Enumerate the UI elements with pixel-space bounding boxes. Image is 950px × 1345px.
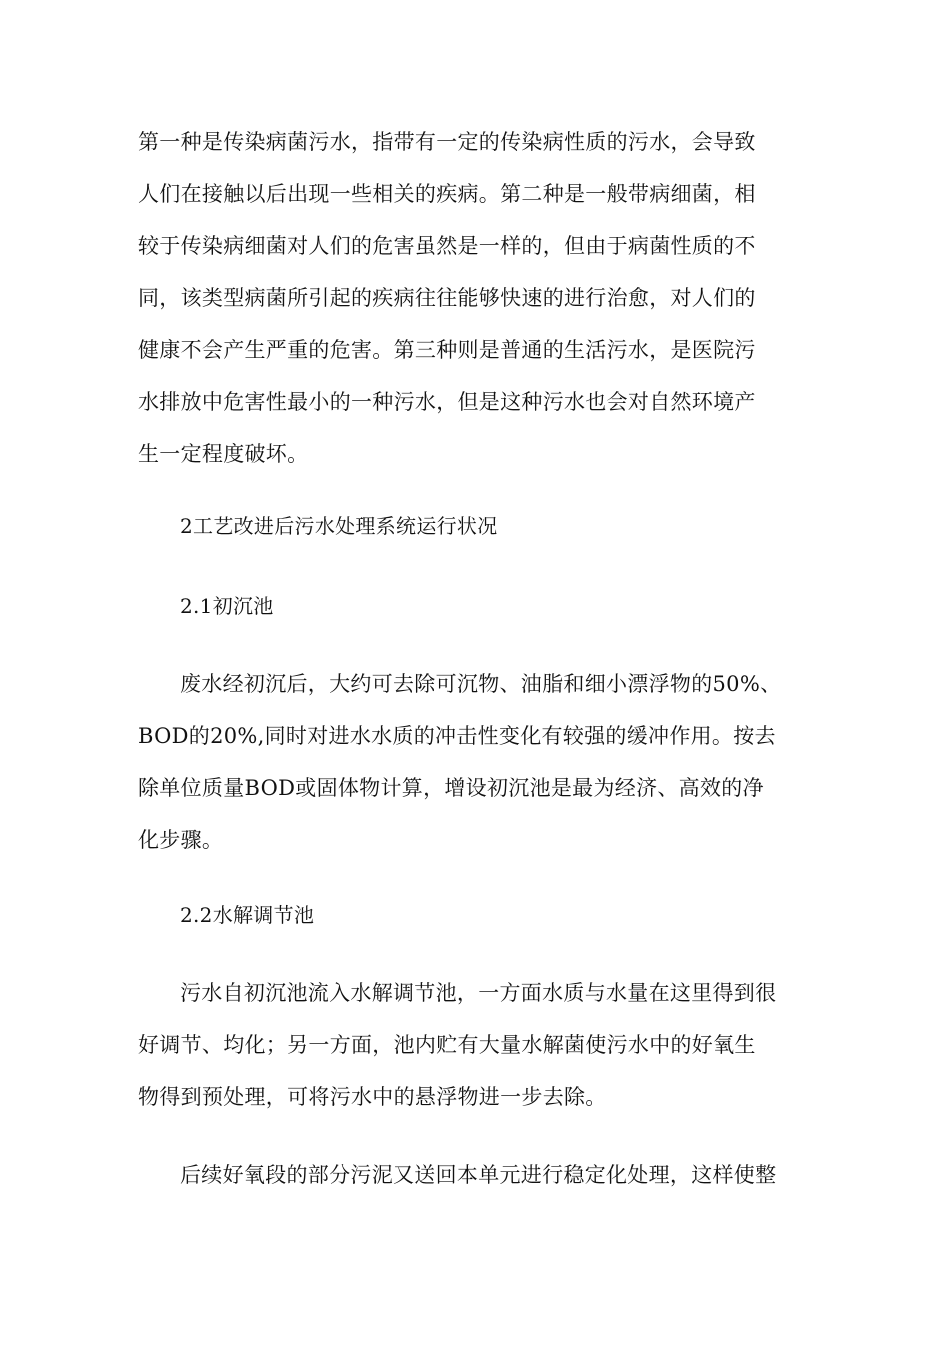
paragraph-line: 较于传染病细菌对人们的危害虽然是一样的，但由于病菌性质的不 bbox=[138, 234, 756, 258]
paragraph-2-1 bbox=[138, 658, 798, 866]
paragraph-line: 同，该类型病菌所引起的疾病往往能够快速的进行治愈，对人们的 bbox=[138, 286, 756, 310]
section-heading-2 bbox=[138, 500, 798, 552]
paragraph-line: 健康不会产生严重的危害。第三种则是普通的生活污水，是医院污 bbox=[138, 338, 756, 362]
paragraph-final bbox=[138, 1149, 798, 1201]
paragraph-2-2 bbox=[138, 967, 798, 1123]
paragraph-intro bbox=[138, 116, 798, 480]
section-heading-2-1 bbox=[138, 580, 798, 632]
paragraph-line: 污水自初沉池流入水解调节池，一方面水质与水量在这里得到很 bbox=[180, 981, 777, 1005]
paragraph-line: 化步骤。 bbox=[138, 828, 224, 852]
heading-text: 2.1初沉池 bbox=[180, 594, 274, 618]
paragraph-line: 第一种是传染病菌污水，指带有一定的传染病性质的污水，会导致 bbox=[138, 130, 756, 154]
heading-text: 2工艺改进后污水处理系统运行状况 bbox=[180, 514, 498, 538]
heading-text: 2.2水解调节池 bbox=[180, 903, 315, 927]
paragraph-line: BOD的20%,同时对进水水质的冲击性变化有较强的缓冲作用。按去 bbox=[138, 724, 776, 748]
paragraph-line: 人们在接触以后出现一些相关的疾病。第二种是一般带病细菌，相 bbox=[138, 182, 756, 206]
paragraph-line: 物得到预处理，可将污水中的悬浮物进一步去除。 bbox=[138, 1085, 607, 1109]
paragraph-line: 后续好氧段的部分污泥又送回本单元进行稳定化处理，这样使整 bbox=[180, 1163, 777, 1187]
paragraph-line: 生一定程度破坏。 bbox=[138, 442, 309, 466]
paragraph-line: 除单位质量BOD或固体物计算，增设初沉池是最为经济、高效的净 bbox=[138, 776, 764, 800]
section-heading-2-2 bbox=[138, 889, 798, 941]
paragraph-line: 好调节、均化；另一方面，池内贮有大量水解菌使污水中的好氧生 bbox=[138, 1033, 756, 1057]
paragraph-line: 废水经初沉后，大约可去除可沉物、油脂和细小漂浮物的50%、 bbox=[180, 672, 782, 696]
paragraph-line: 水排放中危害性最小的一种污水，但是这种污水也会对自然环境产 bbox=[138, 390, 756, 414]
